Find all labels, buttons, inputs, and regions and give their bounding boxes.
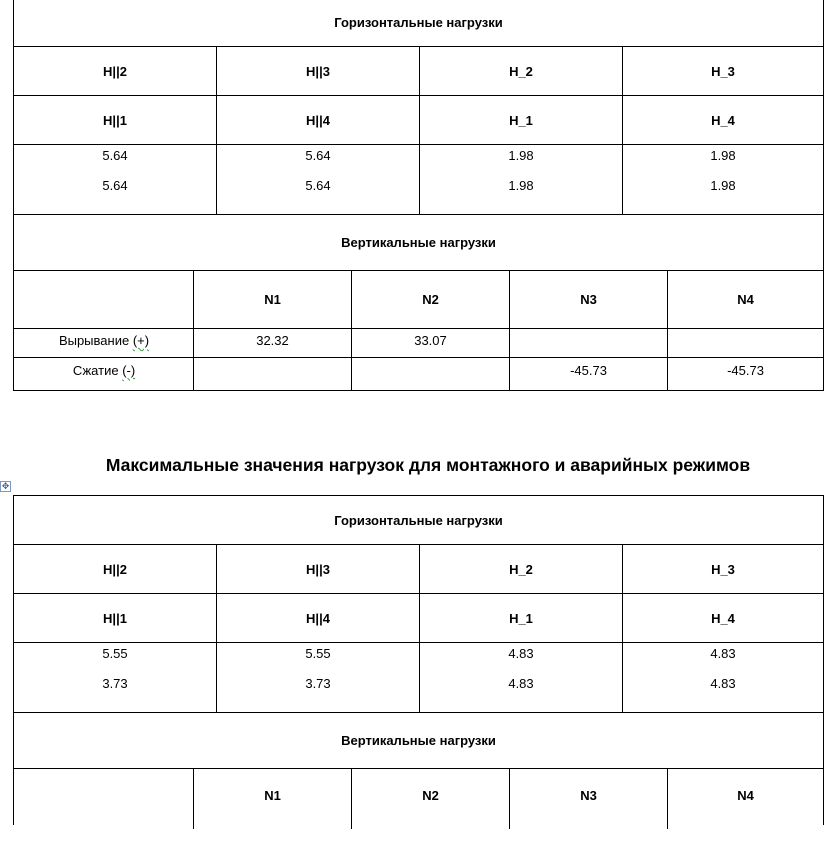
compression-label: Сжатие (-)	[72, 363, 136, 378]
n-label: N4	[737, 787, 754, 803]
pull-label: Вырывание (+)	[58, 333, 150, 348]
h-label: H_4	[711, 112, 735, 128]
h-label: H||3	[306, 63, 330, 79]
n-label: N1	[264, 787, 281, 803]
h-value: 1.98	[710, 178, 736, 193]
n-label: N3	[580, 787, 597, 803]
h-label: H_3	[711, 63, 735, 79]
h-label: H||1	[103, 610, 127, 626]
h-value: 5.55	[305, 646, 331, 661]
h-label: H||3	[306, 561, 330, 577]
n-label: N2	[422, 787, 439, 803]
h-value: 5.64	[102, 148, 128, 163]
n-label: N4	[737, 292, 754, 307]
h-value: 3.73	[305, 676, 331, 691]
horizontal-loads-header: Горизонтальные нагрузки	[334, 512, 503, 528]
n-value: 33.07	[414, 333, 447, 348]
h-label: H||4	[306, 112, 330, 128]
horizontal-vertical-loads-table-2	[13, 495, 824, 825]
h-label: H_4	[711, 610, 735, 626]
n-value: -45.73	[570, 363, 607, 378]
n-label: N3	[580, 292, 597, 307]
h-label: H||1	[103, 112, 127, 128]
h-label: H_2	[509, 63, 533, 79]
h-label: H_3	[711, 561, 735, 577]
vertical-loads-header: Вертикальные нагрузки	[341, 235, 496, 250]
h-value: 1.98	[508, 178, 534, 193]
section-title: Максимальные значения нагрузок для монтажного и аварийных режимов	[105, 455, 751, 475]
h-value: 4.83	[710, 646, 736, 661]
h-value: 5.64	[305, 148, 331, 163]
move-arrows-icon[interactable]: ✥	[1, 481, 10, 491]
horizontal-vertical-loads-table-1	[13, 0, 824, 391]
h-value: 1.98	[508, 148, 534, 163]
h-value: 5.64	[102, 178, 128, 193]
n-label: N2	[422, 292, 439, 307]
h-label: H_1	[509, 112, 533, 128]
h-value: 1.98	[710, 148, 736, 163]
h-label: H_2	[509, 561, 533, 577]
h-label: H||2	[103, 63, 127, 79]
h-value: 4.83	[508, 646, 534, 661]
h-value: 4.83	[508, 676, 534, 691]
n-value: -45.73	[727, 363, 764, 378]
n-value: 32.32	[256, 333, 289, 348]
h-value: 3.73	[102, 676, 128, 691]
h-label: H||2	[103, 561, 127, 577]
vertical-loads-header: Вертикальные нагрузки	[341, 733, 496, 748]
h-label: H||4	[306, 610, 330, 626]
h-value: 5.64	[305, 178, 331, 193]
horizontal-loads-header: Горизонтальные нагрузки	[334, 15, 503, 30]
h-value: 4.83	[710, 676, 736, 691]
h-value: 5.55	[102, 646, 128, 661]
n-label: N1	[264, 292, 281, 307]
h-label: H_1	[509, 610, 533, 626]
